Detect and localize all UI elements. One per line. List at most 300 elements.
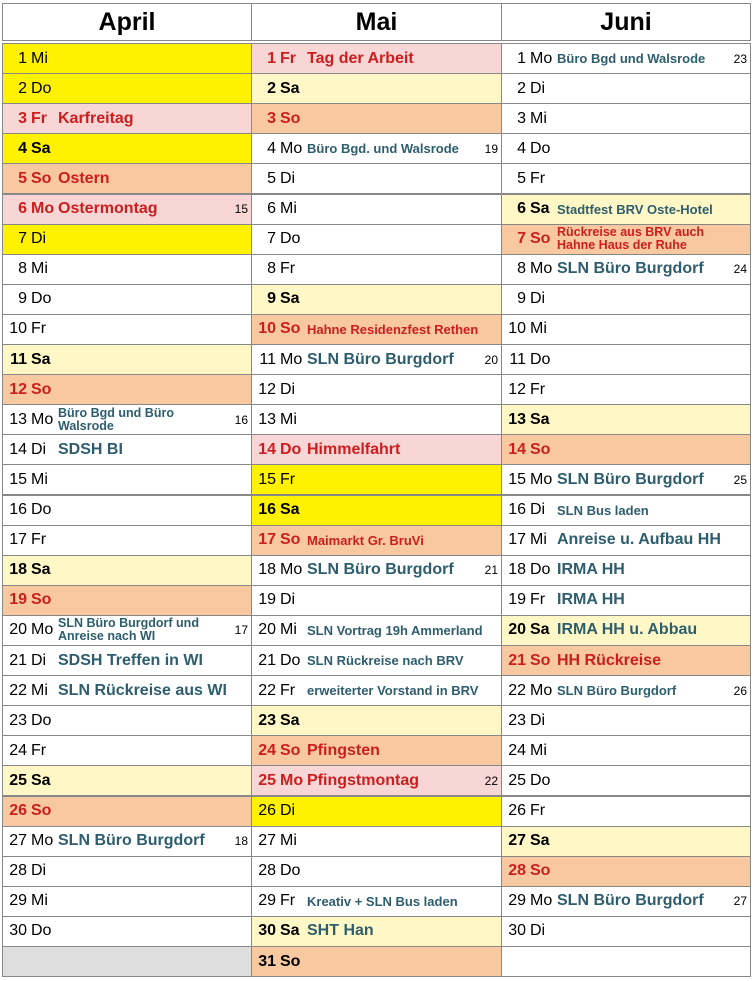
weekday: Di [31, 862, 47, 880]
weekday: Sa [31, 771, 51, 789]
event-text: SLN Büro Burgdorf [557, 470, 704, 488]
day-number: 2 [267, 79, 276, 97]
day-row [2, 254, 252, 285]
day-row [501, 254, 751, 285]
day-number: 25 [508, 771, 526, 789]
event-text: Karfreitag [58, 109, 134, 127]
weekday: Do [31, 711, 52, 729]
event-text: Büro Bgd. und Walsrode [307, 141, 459, 157]
day-row [251, 103, 502, 134]
event-text: SLN Vortrag 19h Ammerland [307, 622, 483, 638]
weekday: So [280, 320, 301, 338]
day-row [2, 163, 252, 194]
weekday: Di [280, 380, 296, 398]
weekday: Di [280, 169, 296, 187]
day-number: 24 [9, 741, 27, 759]
day-row [2, 194, 252, 225]
day-row [501, 675, 751, 706]
day-number: 27 [9, 832, 27, 850]
weekday: Mi [530, 320, 547, 338]
day-number: 2 [18, 79, 27, 97]
event-text: Ostermontag [58, 200, 158, 218]
day-row [2, 103, 252, 134]
event-text: Tag der Arbeit [307, 49, 414, 67]
weekday: Mo [31, 621, 54, 639]
event-text: SLN Büro Burgdorf und Anreise nach WI [58, 616, 199, 644]
weekday: Mi [31, 681, 48, 699]
weekday: Fr [280, 892, 296, 910]
day-number: 8 [18, 260, 27, 278]
weekday: Mo [530, 260, 553, 278]
weekday: Di [530, 290, 546, 308]
day-row [251, 886, 502, 917]
weekday: Mo [31, 832, 54, 850]
weekday: Sa [280, 290, 300, 308]
week-number: 17 [234, 623, 248, 638]
day-row [251, 765, 502, 796]
day-row [251, 344, 502, 375]
day-number: 13 [258, 410, 276, 428]
day-number: 15 [258, 470, 276, 488]
day-row [2, 705, 252, 736]
day-number: 16 [258, 501, 276, 519]
day-row [251, 525, 502, 556]
weekday: Sa [280, 922, 300, 940]
week-number: 25 [733, 472, 747, 487]
day-number: 3 [267, 109, 276, 127]
weekday: Di [31, 230, 47, 248]
day-row [501, 103, 751, 134]
day-number: 27 [258, 832, 276, 850]
weekday: Mo [31, 410, 54, 428]
day-row [501, 194, 751, 225]
event-text: SLN Bus laden [557, 502, 649, 518]
weekday: Do [280, 230, 301, 248]
day-number: 19 [508, 591, 526, 609]
weekday: So [31, 591, 52, 609]
weekday: Di [530, 711, 546, 729]
day-row [501, 735, 751, 766]
day-number: 12 [258, 380, 276, 398]
weekday: So [280, 952, 301, 970]
weekday: Di [530, 79, 546, 97]
day-row [2, 344, 252, 375]
day-number: 26 [508, 802, 526, 820]
day-row [251, 585, 502, 616]
weekday: Do [530, 561, 551, 579]
day-row [251, 796, 502, 827]
day-row [501, 73, 751, 104]
event-text: SLN Büro Burgdorf [557, 260, 704, 278]
day-row [2, 434, 252, 465]
day-row [501, 224, 751, 255]
weekday: So [280, 109, 301, 127]
week-number: 24 [733, 262, 747, 277]
day-row [2, 735, 252, 766]
day-number: 5 [267, 169, 276, 187]
day-row [251, 555, 502, 586]
month-header: April [2, 3, 252, 41]
weekday: Do [280, 651, 301, 669]
weekday: Mo [31, 200, 55, 218]
day-number: 1 [517, 49, 526, 67]
weekday: Sa [280, 711, 300, 729]
day-number: 11 [10, 350, 27, 368]
day-row [501, 615, 751, 646]
day-number: 24 [508, 741, 526, 759]
day-row [501, 525, 751, 556]
day-number: 30 [258, 922, 276, 940]
weekday: Mi [31, 260, 48, 278]
weekday: Mo [530, 681, 553, 699]
day-number: 4 [517, 139, 526, 157]
weekday: Mi [31, 470, 48, 488]
weekday: Fr [280, 260, 296, 278]
day-row [2, 43, 252, 74]
day-row [501, 434, 751, 465]
day-number: 19 [9, 591, 27, 609]
day-row [501, 886, 751, 917]
day-row [501, 796, 751, 827]
day-number: 28 [508, 862, 526, 880]
day-number: 4 [267, 139, 276, 157]
weekday: Mo [530, 470, 553, 488]
day-row [2, 284, 252, 315]
day-number: 9 [18, 290, 27, 308]
event-text: Kreativ + SLN Bus laden [307, 893, 458, 909]
weekday: Fr [31, 109, 47, 127]
day-number: 1 [267, 49, 276, 67]
day-number: 23 [508, 711, 526, 729]
weekday: Do [280, 440, 302, 458]
week-number: 23 [733, 51, 747, 66]
weekday: So [530, 862, 551, 880]
day-number: 14 [258, 440, 276, 458]
day-row [2, 675, 252, 706]
day-row [2, 946, 252, 977]
day-row [2, 826, 252, 857]
weekday: Sa [31, 561, 51, 579]
day-number: 22 [9, 681, 27, 699]
day-row [501, 555, 751, 586]
day-number: 13 [9, 410, 27, 428]
day-number: 14 [9, 440, 27, 458]
day-number: 12 [508, 380, 526, 398]
day-row [2, 856, 252, 887]
day-row [2, 886, 252, 917]
day-row [501, 464, 751, 495]
day-number: 10 [9, 320, 27, 338]
day-row [2, 916, 252, 947]
day-row [251, 194, 502, 225]
weekday: Di [280, 591, 296, 609]
weekday: Fr [530, 591, 546, 609]
day-number: 29 [258, 892, 276, 910]
day-number: 10 [508, 320, 526, 338]
weekday: Do [530, 350, 551, 368]
day-row [501, 163, 751, 194]
day-number: 5 [517, 169, 526, 187]
day-row [251, 314, 502, 345]
week-number: 20 [484, 352, 498, 367]
day-number: 15 [9, 470, 27, 488]
day-row [2, 464, 252, 495]
day-row [501, 133, 751, 164]
day-number: 9 [517, 290, 526, 308]
day-number: 11 [509, 350, 526, 368]
day-row [501, 826, 751, 857]
event-text: IRMA HH [557, 561, 625, 579]
day-number: 16 [9, 501, 27, 519]
day-row [2, 495, 252, 526]
weekday: Fr [31, 741, 47, 759]
weekday: Do [31, 922, 52, 940]
day-number: 18 [258, 561, 276, 579]
day-row [501, 374, 751, 405]
weekday: Do [31, 501, 52, 519]
weekday: Mi [280, 200, 297, 218]
day-number: 14 [508, 440, 526, 458]
event-text: Pfingstmontag [307, 771, 419, 789]
event-text: Büro Bgd und Walsrode [557, 51, 706, 67]
day-row [2, 555, 252, 586]
event-text: SLN Büro Burgdorf [307, 350, 454, 368]
day-row [2, 525, 252, 556]
weekday: So [530, 440, 551, 458]
weekday: Do [31, 290, 52, 308]
event-text: SLN Rückreise nach BRV [307, 653, 464, 669]
day-row [2, 73, 252, 104]
week-number: 22 [484, 773, 498, 788]
day-number: 6 [18, 200, 27, 218]
day-row [2, 314, 252, 345]
event-text: Stadtfest BRV Oste-Hotel [557, 201, 713, 217]
event-text: Maimarkt Gr. BruVi [307, 532, 424, 548]
day-number: 15 [508, 470, 526, 488]
weekday: Mi [280, 832, 297, 850]
weekday: Do [530, 771, 551, 789]
day-number: 23 [258, 711, 276, 729]
day-row [501, 404, 751, 435]
weekday: Mi [530, 531, 547, 549]
event-text: SLN Rückreise aus WI [58, 681, 227, 699]
week-number: 19 [484, 141, 498, 156]
day-row [251, 163, 502, 194]
day-row [251, 615, 502, 646]
weekday: Sa [530, 410, 550, 428]
weekday: Di [530, 922, 546, 940]
weekday: Di [280, 802, 296, 820]
day-row [501, 314, 751, 345]
week-number: 27 [733, 894, 747, 909]
day-row [251, 826, 502, 857]
weekday: Fr [280, 470, 296, 488]
weekday: So [31, 169, 52, 187]
month-column-juni [501, 0, 751, 981]
event-text: IRMA HH [557, 591, 625, 609]
day-number: 9 [267, 290, 276, 308]
day-row [251, 856, 502, 887]
weekday: Sa [530, 200, 550, 218]
day-row [251, 434, 502, 465]
weekday: Mo [280, 771, 304, 789]
day-row [501, 585, 751, 616]
weekday: Di [31, 440, 47, 458]
day-number: 26 [9, 802, 27, 820]
day-number: 26 [258, 802, 276, 820]
weekday: Fr [31, 320, 47, 338]
day-row [2, 404, 252, 435]
day-row [251, 946, 502, 977]
day-number: 28 [258, 862, 276, 880]
day-number: 20 [9, 621, 27, 639]
month-column-mai [251, 0, 502, 981]
day-number: 4 [18, 139, 27, 157]
weekday: So [280, 741, 301, 759]
day-number: 24 [258, 741, 276, 759]
weekday: Mo [280, 561, 303, 579]
weekday: Do [280, 862, 301, 880]
weekday: Fr [280, 49, 296, 67]
day-row [251, 224, 502, 255]
day-row [2, 765, 252, 796]
weekday: So [31, 802, 52, 820]
day-row [251, 374, 502, 405]
day-row [251, 735, 502, 766]
event-text: SLN Büro Burgdorf [557, 892, 704, 910]
day-number: 6 [517, 200, 526, 218]
week-number: 16 [234, 412, 248, 427]
day-row [501, 856, 751, 887]
weekday: Mi [530, 109, 547, 127]
week-number: 15 [234, 202, 248, 217]
weekday: Sa [530, 621, 550, 639]
day-number: 25 [258, 771, 276, 789]
day-row [501, 344, 751, 375]
day-number: 29 [9, 892, 27, 910]
weekday: Do [31, 79, 52, 97]
month-header: Juni [501, 3, 751, 41]
event-text: SDSH BI [58, 440, 123, 458]
day-number: 17 [508, 531, 526, 549]
weekday: Mi [280, 621, 297, 639]
event-text: Pfingsten [307, 741, 380, 759]
day-number: 25 [9, 771, 27, 789]
day-number: 30 [508, 922, 526, 940]
day-number: 17 [9, 531, 27, 549]
weekday: Sa [530, 832, 550, 850]
week-number: 18 [234, 834, 248, 849]
day-row [2, 133, 252, 164]
day-row [501, 705, 751, 736]
day-number: 3 [18, 109, 27, 127]
day-row [251, 916, 502, 947]
day-row [2, 224, 252, 255]
day-row [251, 464, 502, 495]
day-row [501, 916, 751, 947]
weekday: So [280, 531, 301, 549]
weekday: So [530, 230, 551, 248]
day-row [251, 404, 502, 435]
day-row [251, 254, 502, 285]
day-number: 10 [258, 320, 276, 338]
weekday: Mo [530, 892, 553, 910]
weekday: So [31, 380, 52, 398]
day-number: 8 [517, 260, 526, 278]
event-text: HH Rückreise [557, 651, 662, 669]
event-text: Rückreise aus BRV auch Hahne Haus der Ruhe [557, 225, 705, 253]
day-number: 8 [267, 260, 276, 278]
weekday: Mo [280, 139, 303, 157]
event-text: SLN Büro Burgdorf [58, 832, 205, 850]
day-number: 3 [517, 109, 526, 127]
weekday: Sa [31, 350, 51, 368]
weekday: Fr [530, 380, 546, 398]
weekday: Fr [31, 531, 47, 549]
weekday: Sa [31, 139, 51, 157]
day-row [251, 284, 502, 315]
weekday: Mi [31, 892, 48, 910]
day-row [501, 946, 751, 977]
weekday: So [530, 651, 551, 669]
day-number: 21 [9, 651, 27, 669]
weekday: Fr [530, 802, 546, 820]
day-number: 13 [508, 410, 526, 428]
day-number: 22 [508, 681, 526, 699]
day-number: 21 [508, 651, 526, 669]
day-number: 31 [258, 952, 276, 970]
day-row [251, 645, 502, 676]
event-text: IRMA HH u. Abbau [557, 621, 698, 639]
day-row [501, 43, 751, 74]
week-number: 26 [733, 683, 747, 698]
day-number: 7 [18, 230, 27, 248]
event-text: Himmelfahrt [307, 440, 401, 458]
weekday: Fr [530, 169, 546, 187]
event-text: erweiterter Vorstand in BRV [307, 683, 479, 699]
day-row [251, 675, 502, 706]
day-row [2, 374, 252, 405]
month-column-april [2, 0, 252, 981]
day-row [2, 585, 252, 616]
weekday: Mi [530, 741, 547, 759]
weekday: Mo [280, 350, 303, 368]
day-row [2, 645, 252, 676]
day-number: 22 [258, 681, 276, 699]
day-row [501, 645, 751, 676]
week-number: 21 [484, 563, 498, 578]
day-row [501, 765, 751, 796]
day-number: 23 [9, 711, 27, 729]
day-number: 29 [508, 892, 526, 910]
event-text: Ostern [58, 169, 110, 187]
event-text: Büro Bgd und Büro Walsrode [58, 405, 174, 433]
day-number: 6 [267, 200, 276, 218]
day-number: 27 [508, 832, 526, 850]
weekday: Di [530, 501, 546, 519]
day-row [2, 796, 252, 827]
day-number: 17 [258, 531, 276, 549]
day-number: 5 [18, 169, 27, 187]
weekday: Sa [280, 501, 300, 519]
event-text: Hahne Residenzfest Rethen [307, 321, 479, 337]
day-number: 18 [9, 561, 27, 579]
event-text: SDSH Treffen in WI [58, 651, 203, 669]
event-text: SLN Büro Burgdorf [307, 561, 454, 579]
event-text: SLN Büro Burgdorf [557, 683, 677, 699]
day-number: 11 [259, 350, 276, 368]
day-row [251, 705, 502, 736]
